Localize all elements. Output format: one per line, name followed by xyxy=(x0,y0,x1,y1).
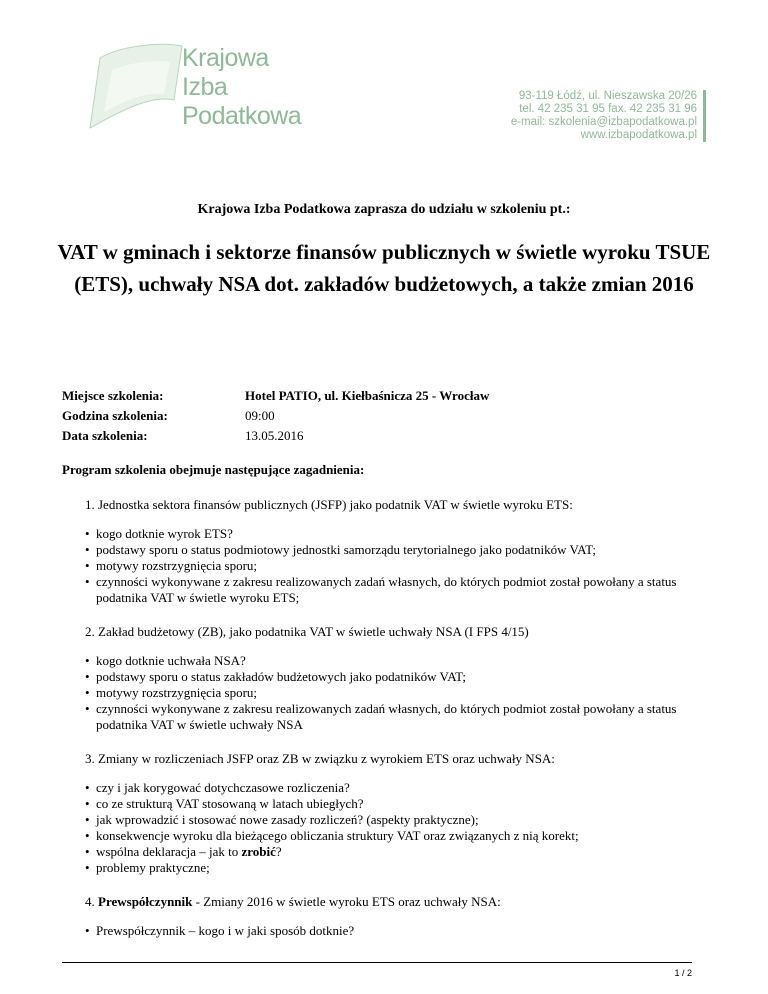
section-2-list xyxy=(85,653,710,733)
section-4-list xyxy=(85,923,710,939)
section-4-number: 4. xyxy=(85,894,98,909)
section-4-keyword: Prewspółczynnik xyxy=(98,894,193,909)
logo-line-3: Podatkowa xyxy=(182,102,302,130)
list-item: • czynności wykonywane z zakresu realizowanych zadań własnych, do których podmiot został powołany a status podatnika VAT w świetle wyroku ETS; xyxy=(85,574,710,606)
info-row-place xyxy=(62,386,489,406)
place-label: Miejsce szkolenia: xyxy=(62,388,164,403)
training-info xyxy=(62,386,489,446)
page-number: 1 / 2 xyxy=(674,968,692,978)
footer-divider xyxy=(62,962,692,963)
list-item: • jak wprowadzić i stosować nowe zasady rozliczeń? (aspekty praktyczne); xyxy=(85,812,710,828)
program-sections xyxy=(85,497,710,957)
list-item: • kogo dotknie uchwała NSA? xyxy=(85,653,710,669)
list-item: • czy i jak korygować dotychczasowe rozliczenia? xyxy=(85,780,710,796)
date-label: Data szkolenia: xyxy=(62,428,148,443)
contact-website[interactable]: www.izbapodatkowa.pl xyxy=(580,129,697,141)
info-row-hour xyxy=(62,406,489,426)
section-4-title xyxy=(85,894,710,910)
section-3-list xyxy=(85,780,710,876)
list-item: • kogo dotknie wyrok ETS? xyxy=(85,526,710,542)
list-item: • problemy praktyczne; xyxy=(85,860,710,876)
date-value: 13.05.2016 xyxy=(245,428,304,443)
training-title: VAT w gminach i sektorze finansów publicznych w świetle wyroku TSUE (ETS), uchwały NSA dot. zakładów budżetowych, a także zmian 2016 xyxy=(57,240,711,296)
list-item-emphasis: zrobić xyxy=(241,844,276,859)
place-value: Hotel PATIO, ul. Kiełbaśnicza 25 - Wrocław xyxy=(245,388,490,403)
list-item: • motywy rozstrzygnięcia sporu; xyxy=(85,558,710,574)
program-heading: Program szkolenia obejmuje następujące zagadnienia: xyxy=(62,462,365,477)
logo-line-2: Izba xyxy=(182,73,228,101)
list-item: • Prewspółczynnik – kogo i w jaki sposób dotknie? xyxy=(85,923,710,939)
section-1-list xyxy=(85,526,710,606)
list-item xyxy=(85,844,710,860)
logo-wordmark xyxy=(182,44,301,131)
contact-block xyxy=(511,90,706,142)
contact-email[interactable]: e-mail: szkolenia@izbapodatkowa.pl xyxy=(510,116,697,128)
contact-address: 93-119 Łódź, ul. Nieszawska 20/26 xyxy=(518,90,697,102)
list-item: • motywy rozstrzygnięcia sporu; xyxy=(85,685,710,701)
section-1-title: 1. Jednostka sektora finansów publicznych (JSFP) jako podatnik VAT w świetle wyroku ETS: xyxy=(85,497,573,512)
list-item-tail: ? xyxy=(275,844,282,859)
hour-label: Godzina szkolenia: xyxy=(62,408,168,423)
list-item: • podstawy sporu o status zakładów budżetowych jako podatników VAT; xyxy=(85,669,710,685)
list-item: • co ze strukturą VAT stosowaną w latach ubiegłych? xyxy=(85,796,710,812)
info-row-date xyxy=(62,426,489,446)
invitation-text: Krajowa Izba Podatkowa zaprasza do udziału w szkoleniu pt.: xyxy=(197,202,571,217)
list-item-text: wspólna deklaracja – jak to xyxy=(96,844,242,859)
section-4-title-rest: - Zmiany 2016 w świetle wyroku ETS oraz uchwały NSA: xyxy=(192,894,501,909)
section-3-title: 3. Zmiany w rozliczeniach JSFP oraz ZB w związku z wyrokiem ETS oraz uchwały NSA: xyxy=(85,751,555,766)
logo-line-1: Krajowa xyxy=(182,44,269,72)
hour-value: 09:00 xyxy=(245,408,275,423)
list-item: • podstawy sporu o status podmiotowy jednostki samorządu terytorialnego jako podatników VAT; xyxy=(85,542,710,558)
section-2-title: 2. Zakład budżetowy (ZB), jako podatnika VAT w świetle uchwały NSA (I FPS 4/15) xyxy=(85,624,529,639)
contact-phone: tel. 42 235 31 95 fax. 42 235 31 96 xyxy=(519,103,697,115)
list-item: • czynności wykonywane z zakresu realizowanych zadań własnych, do których podmiot został powołany a status podatnika VAT w świetle uchwały NSA xyxy=(85,701,710,733)
list-item: • konsekwencje wyroku dla bieżącego obliczania struktury VAT oraz związanych z nią korekt; xyxy=(85,828,710,844)
